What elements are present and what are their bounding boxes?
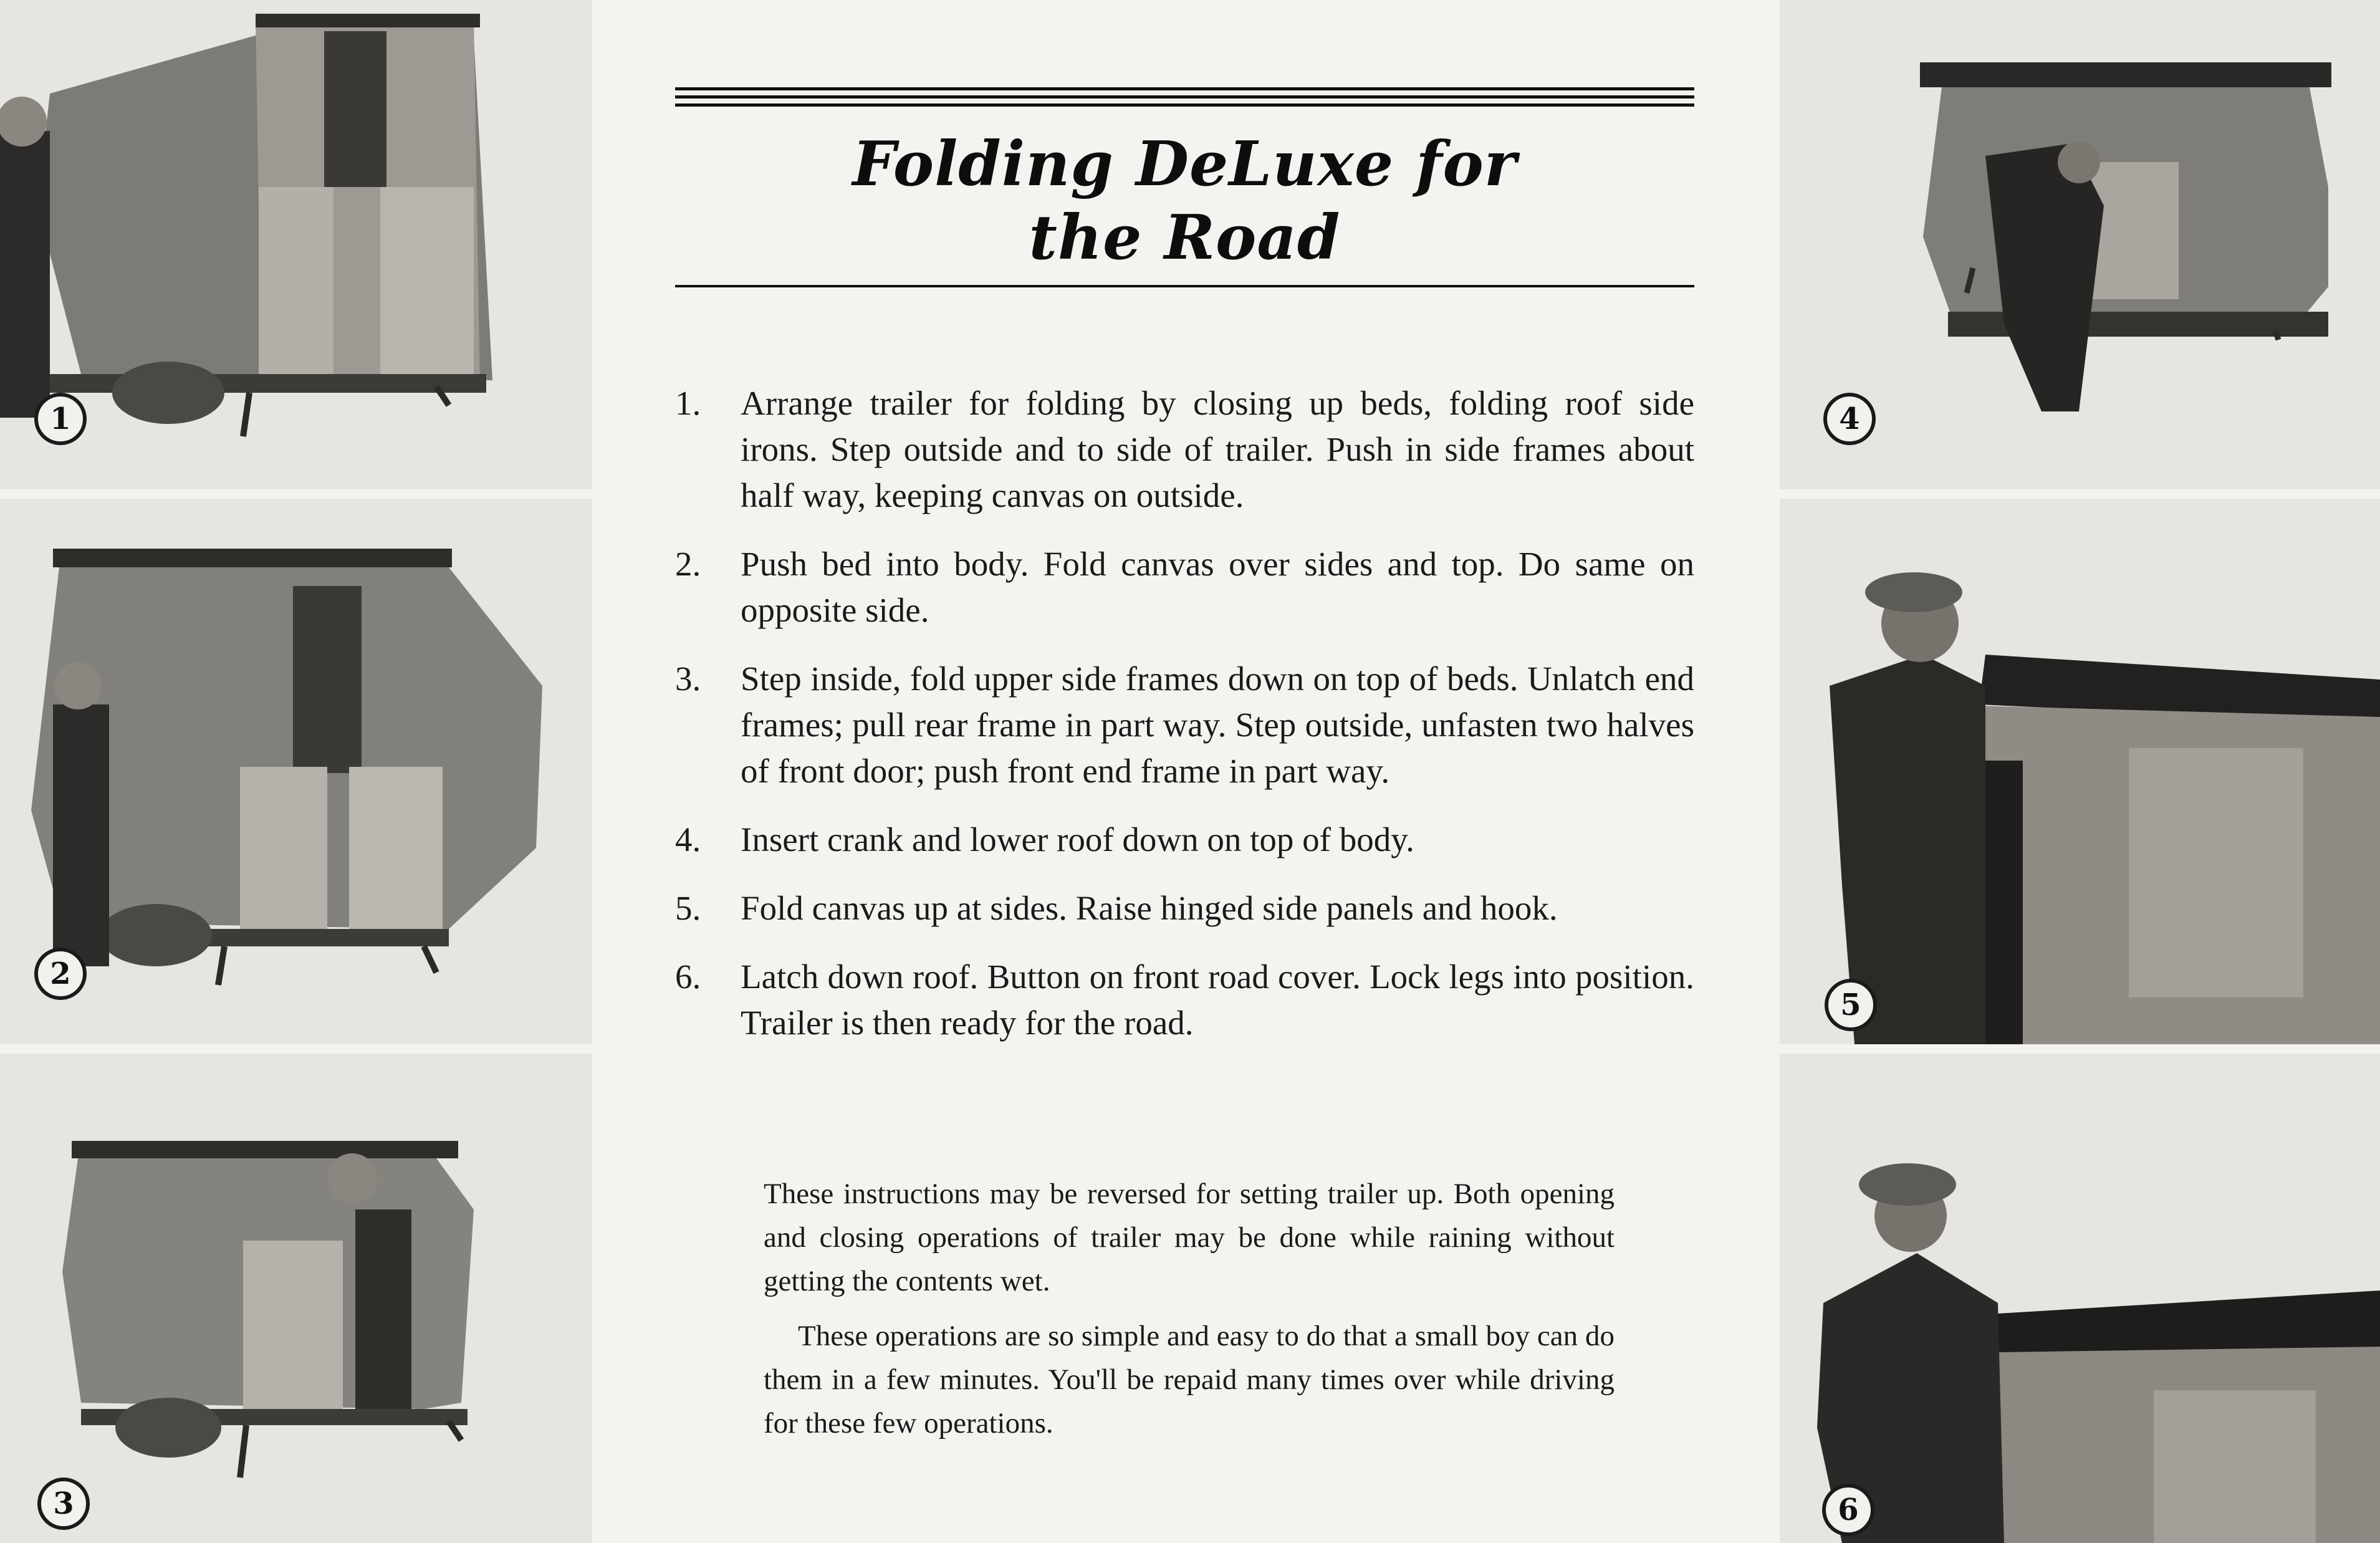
step-text: Insert crank and lower roof down on top of body.: [741, 820, 1414, 858]
instruction-step: [675, 541, 1694, 633]
photo-step-1: [0, 0, 592, 489]
instruction-step: [675, 380, 1694, 519]
step-badge: 3: [37, 1478, 90, 1530]
step-badge: 6: [1822, 1484, 1874, 1536]
instruction-step: [675, 817, 1694, 863]
photo-step-5: [1780, 499, 2380, 1044]
trailer-illustration: [0, 0, 592, 489]
step-badge: 1: [34, 393, 87, 445]
title-line-2: the Road: [1029, 202, 1341, 274]
instruction-step: [675, 656, 1694, 794]
step-badge: 5: [1825, 979, 1877, 1031]
step-number: 2.: [675, 545, 701, 583]
page-title: [675, 128, 1694, 275]
step-text: Push bed into body. Fold canvas over sides and top. Do same on opposite side.: [741, 545, 1694, 629]
trailer-illustration: [0, 499, 592, 1044]
photo-step-6: [1780, 1054, 2380, 1543]
photo-step-3: [0, 1054, 592, 1543]
note-paragraph: These instructions may be reversed for setting trailer up. Both opening and closing operations of trailer may be done while raining without getting the contents wet.: [764, 1178, 1615, 1297]
step-text: Latch down roof. Button on front road cover. Lock legs into position. Trailer is then ready for the road.: [741, 958, 1694, 1042]
trailer-illustration: [1780, 1054, 2380, 1543]
instruction-step: [675, 885, 1694, 931]
step-number: 1.: [675, 384, 701, 422]
step-number: 5.: [675, 889, 701, 927]
title-rule-middle: [675, 95, 1694, 99]
title-rule-bottom: [675, 285, 1694, 287]
photo-step-2: [0, 499, 592, 1044]
step-text: Arrange trailer for folding by closing up beds, folding roof side irons. Step outside and to side of trailer. Push in side frames about half way, keeping canvas on outside.: [741, 384, 1694, 514]
step-text: Step inside, fold upper side frames down on top of beds. Unlatch end frames; pull rear frame in part way. Step outside, unfasten two halves of front door; push front end frame in part way.: [741, 660, 1694, 790]
step-number: 4.: [675, 820, 701, 858]
title-rule-top: [675, 87, 1694, 90]
notes-section: [764, 1172, 1615, 1456]
trailer-illustration: [1780, 499, 2380, 1044]
note-paragraph: These operations are so simple and easy to do that a small boy can do them in a few minutes. You'll be repaid many times over while driving for these few operations.: [764, 1320, 1615, 1440]
step-number: 3.: [675, 660, 701, 698]
step-badge: 4: [1823, 393, 1876, 445]
title-rule-lower: [675, 103, 1694, 107]
step-number: 6.: [675, 958, 701, 996]
photo-step-4: [1780, 0, 2380, 489]
instruction-step: [675, 954, 1694, 1046]
title-line-1: Folding DeLuxe for: [852, 128, 1517, 200]
trailer-illustration: [0, 1054, 592, 1543]
step-text: Fold canvas up at sides. Raise hinged side panels and hook.: [741, 889, 1558, 927]
step-badge: 2: [34, 948, 87, 1000]
instruction-list: [675, 380, 1694, 1069]
